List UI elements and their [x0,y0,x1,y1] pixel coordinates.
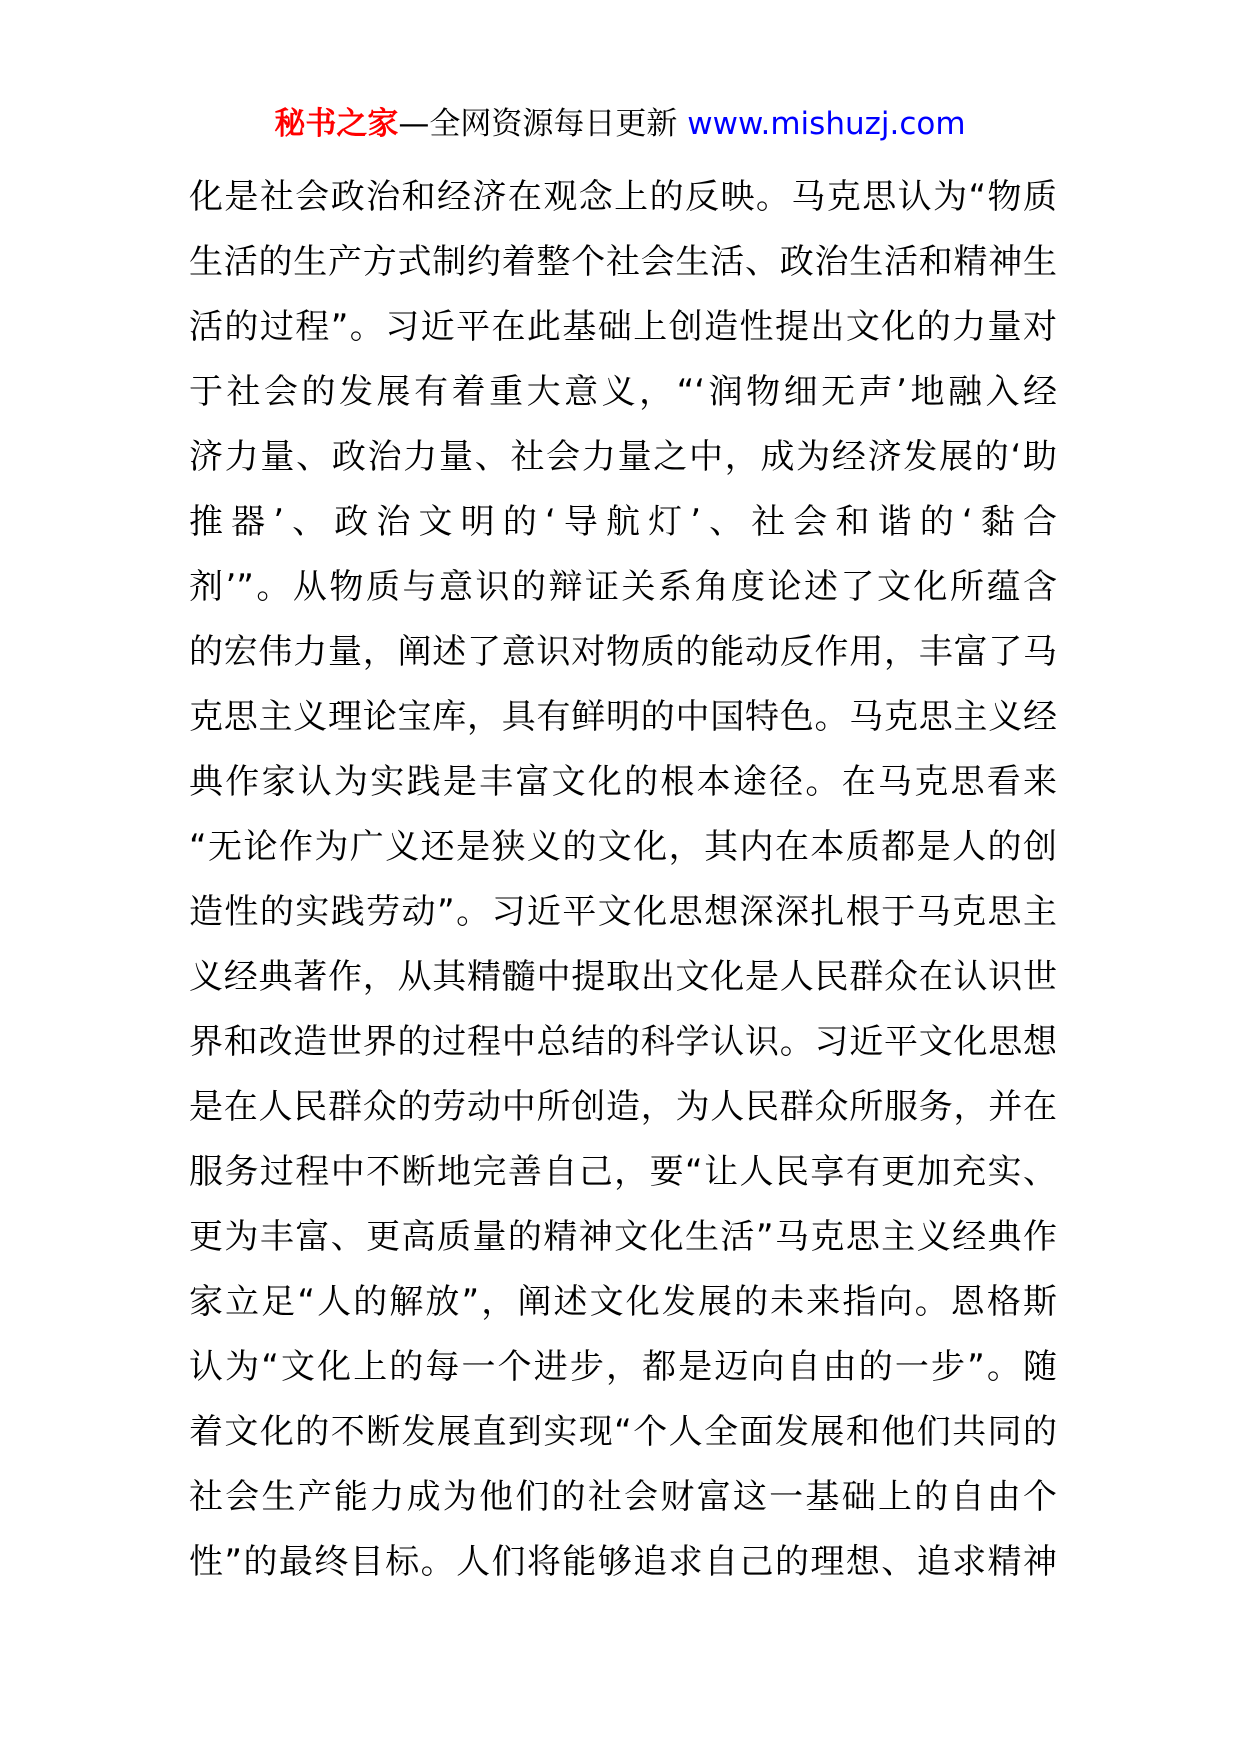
body-line: 生活的生产方式制约着整个社会生活、政治生活和精神生 [189,242,1057,282]
body-line: 于社会的发展有着重大意义，“‘润物细无声’地融入经 [189,372,1057,412]
document-body [189,165,1057,1595]
body-line: 济力量、政治力量、社会力量之中，成为经济发展的‘助 [189,437,1057,477]
body-line: 活的过程”。习近平在此基础上创造性提出文化的力量对 [189,307,1057,347]
body-line: 认为“文化上的每一个进步，都是迈向自由的一步”。随 [189,1347,1057,1387]
body-line: 界和改造世界的过程中总结的科学认识。习近平文化思想 [189,1022,1057,1062]
body-line: 推器’、政治文明的‘导航灯’、社会和谐的‘黏合 [189,502,1057,542]
body-line: 典作家认为实践是丰富文化的根本途径。在马克思看来 [189,762,1057,802]
body-line: 家立足“人的解放”，阐述文化发展的未来指向。恩格斯 [189,1282,1057,1322]
body-line: 是在人民群众的劳动中所创造，为人民群众所服务，并在 [189,1087,1057,1127]
body-line: 社会生产能力成为他们的社会财富这一基础上的自由个 [189,1477,1057,1517]
body-line: 性”的最终目标。人们将能够追求自己的理想、追求精神 [189,1542,1057,1582]
site-url-link[interactable]: www.mishuzj.com [687,106,966,142]
body-line: 化是社会政治和经济在观念上的反映。马克思认为“物质 [189,177,1057,217]
body-line: 更为丰富、更高质量的精神文化生活”马克思主义经典作 [189,1217,1057,1257]
body-line: 剂’”。从物质与意识的辩证关系角度论述了文化所蕴含 [189,567,1057,607]
page-header [0,104,1240,144]
body-line: 的宏伟力量，阐述了意识对物质的能动反作用，丰富了马 [189,632,1057,672]
body-line: “无论作为广义还是狭义的文化，其内在本质都是人的创 [189,827,1057,867]
header-tagline: —全网资源每日更新 [398,106,688,142]
body-line: 着文化的不断发展直到实现“个人全面发展和他们共同的 [189,1412,1057,1452]
brand-name: 秘书之家 [274,106,399,142]
body-line: 造性的实践劳动”。习近平文化思想深深扎根于马克思主 [189,892,1057,932]
body-line: 克思主义理论宝库，具有鲜明的中国特色。马克思主义经 [189,697,1057,737]
body-line: 服务过程中不断地完善自己，要“让人民享有更加充实、 [189,1152,1057,1192]
body-line: 义经典著作，从其精髓中提取出文化是人民群众在认识世 [189,957,1057,997]
